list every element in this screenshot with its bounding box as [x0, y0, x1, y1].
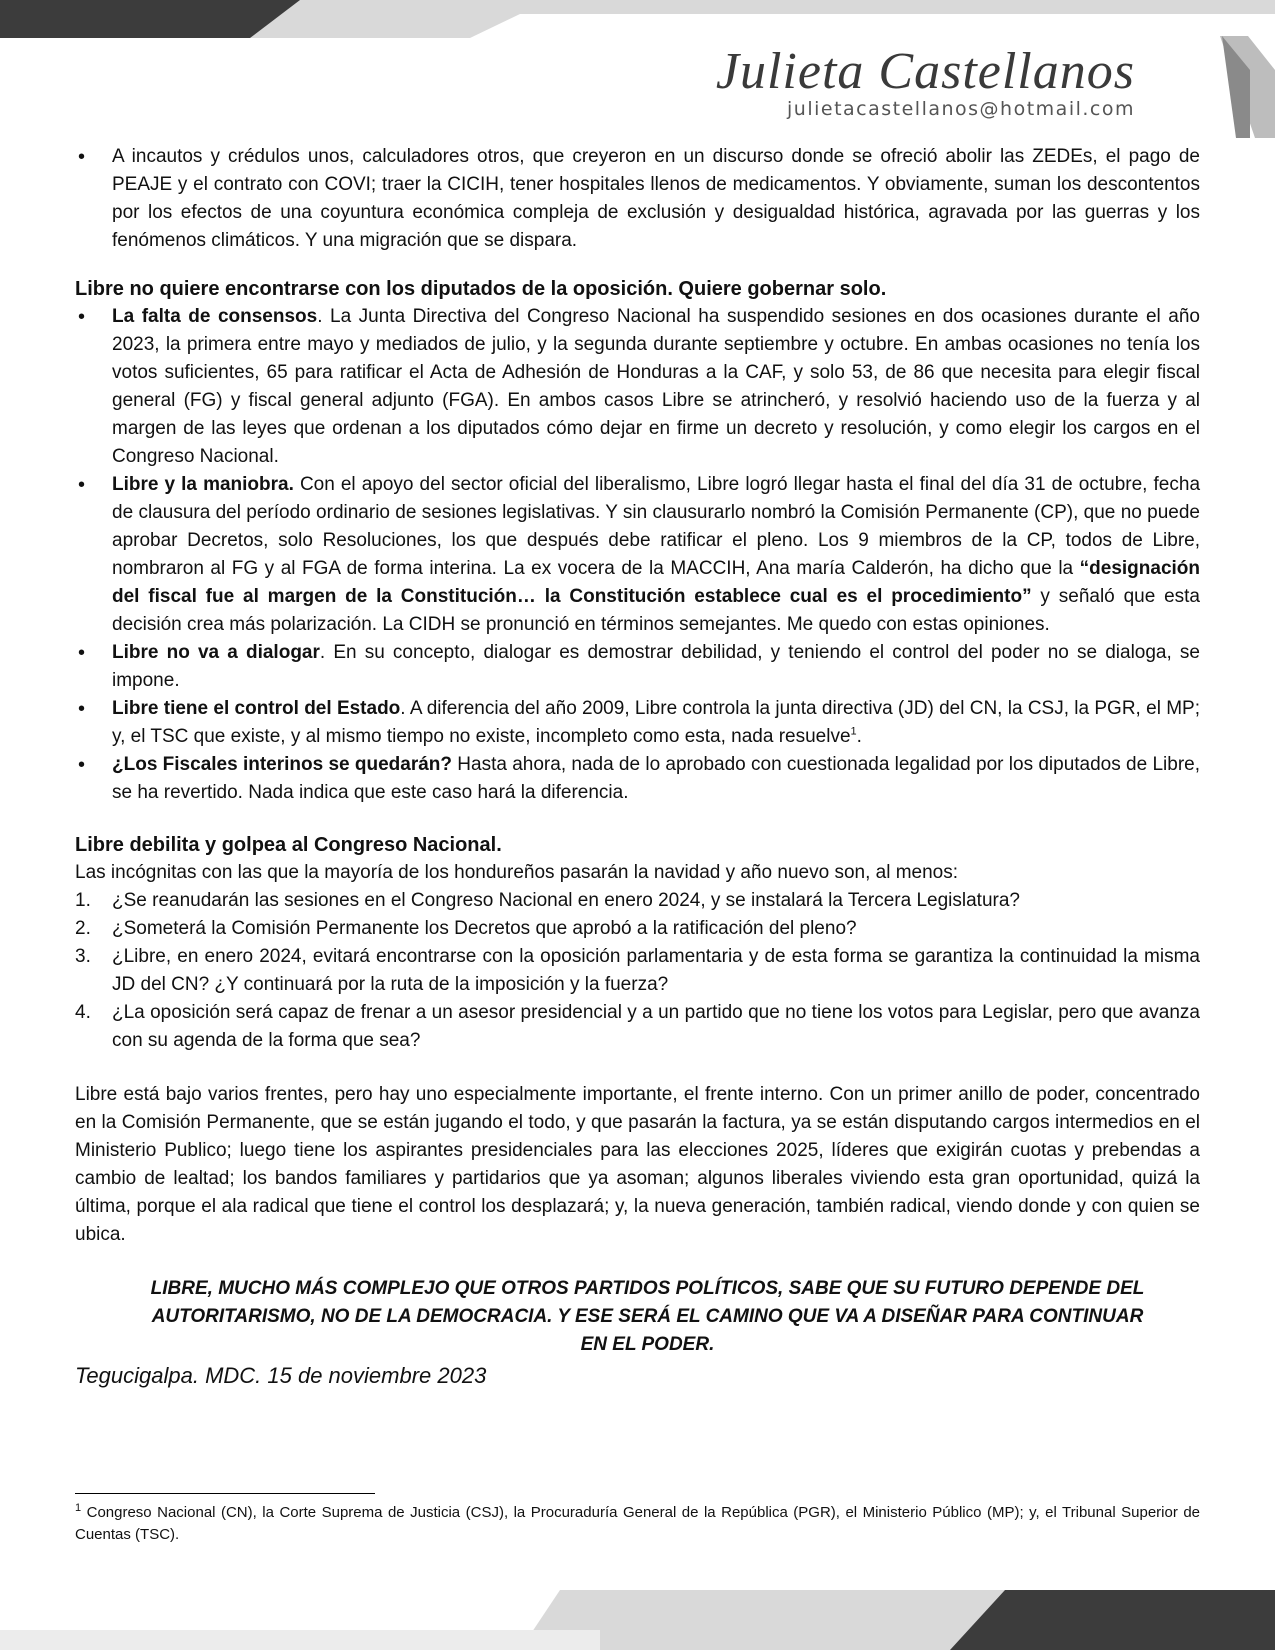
- footnote-ref[interactable]: 1: [850, 725, 857, 738]
- conclusion-statement: LIBRE, MUCHO MÁS COMPLEJO QUE OTROS PARTIDOS POLÍTICOS, SABE QUE SU FUTURO DEPENDE DEL AUTORITARISMO, NO DE LA DEMOCRACIA. Y ESE SERÁ EL CAMINO QUE VA A DISEÑAR PARA CONTINUAR EN EL PODER.: [150, 1278, 1145, 1355]
- bullet-text: y señaló que esta decisión crea más polarización. La CIDH se pronunció en términos semejantes. Me quedo con estas opiniones.: [112, 586, 1201, 635]
- author-name: Julieta Castellanos: [715, 43, 1135, 100]
- list-item: [75, 751, 1200, 807]
- question-text: ¿Libre, en enero 2024, evitará encontrarse con la oposición parlamentaria y de esta forma se garantiza la continuidad la misma JD del CN? ¿Y continuará por la ruta de la imposición y la fuerza?: [112, 946, 1200, 995]
- question-text: ¿La oposición será capaz de frenar a un asesor presidencial y a un partido que no tiene los votos para Legislar, pero que avanza con su agenda de la forma que sea?: [112, 1002, 1200, 1051]
- question-text: ¿Someterá la Comisión Permanente los Decretos que aprobó a la ratificación del pleno?: [112, 918, 857, 939]
- question-number: 3.: [75, 946, 91, 967]
- question-text: ¿Se reanudarán las sesiones en el Congreso Nacional en enero 2024, y se instalará la Tercera Legislatura?: [112, 890, 1020, 911]
- quoted-statement: “designación del fiscal fue al margen de la Constitución… la Constitución establece cual es el procedimiento”: [112, 558, 1200, 607]
- bullet-lead: Libre no va a dialogar: [112, 642, 320, 663]
- footnote-divider: [75, 1493, 375, 1494]
- question-number: 1.: [75, 890, 91, 911]
- section1-heading: Libre no quiere encontrarse con los diputados de la oposición. Quiere gobernar solo.: [75, 278, 887, 300]
- footer-decoration: [0, 1590, 1275, 1650]
- question-number: 2.: [75, 918, 91, 939]
- bullet-lead: Libre tiene el control del Estado: [112, 698, 401, 719]
- footnote-number: 1: [75, 1502, 82, 1514]
- dateline: Tegucigalpa. MDC. 15 de noviembre 2023: [75, 1363, 487, 1388]
- article-body: [75, 143, 1200, 1391]
- footnote-text: Congreso Nacional (CN), la Corte Suprema de Justicia (CSJ), la Procuraduría General de la República (PGR), el Ministerio Público (MP); y, el Tribunal Superior de Cuentas (TSC).: [75, 1504, 1200, 1543]
- bullet-text: . A diferencia del año 2009, Libre controla la junta directiva (JD) del CN, la CSJ, la PGR, el MP; y, el TSC que existe, y al mismo tiempo no existe, incompleto como esta, nada resuelve: [112, 698, 1200, 747]
- bullet-lead: Libre y la maniobra.: [112, 474, 294, 495]
- closing-paragraph: Libre está bajo varios frentes, pero hay uno especialmente importante, el frente interno. Con un primer anillo de poder, concentrado en la Comisión Permanente, que se están jugando el todo, y que pasarán la factura, ya se están disputando cargos intermedios en el Ministerio Publico; luego tiene los aspirantes presidenciales para las elecciones 2025, líderes que exigirán cuotas y prebendas a cambio de lealtad; los bandos familiares y partidarios que ya asoman; algunos liberales viviendo esta gran oportunidad, quizá la última, porque el ala radical que tiene el control los desplazará; y, la nueva generación, también radical, viendo donde y con quien se ubica.: [75, 1084, 1200, 1245]
- list-item: [75, 695, 1200, 751]
- list-item: [75, 999, 1200, 1055]
- bullet-lead: La falta de consensos: [112, 306, 318, 327]
- bullet-text: . La Junta Directiva del Congreso Nacional ha suspendido sesiones en dos ocasiones durante el año 2023, la primera entre mayo y mediados de julio, y la segunda durante septiembre y octubre. En ambas ocasiones no tenía los votos suficientes, 65 para ratificar el Acta de Adhesión de Honduras a la CAF, y solo 53, de 86 que necesita para elegir fiscal general (FG) y fiscal general adjunto (FGA). En ambos casos Libre se atrincheró, y resolvió haciendo uso de la fuerza y al margen de las leyes que ordenan a los diputados cómo dejar en firme un decreto y resolución, y como elegir los cargos en el Congreso Nacional.: [112, 306, 1200, 467]
- bullet-text-end: .: [856, 726, 862, 747]
- intro-bullet: • A incautos y crédulos unos, calculadores otros, que creyeron en un discurso donde se ofreció abolir las ZEDEs, el pago de PEAJE y el contrato con COVI; traer la CICIH, tener hospitales llenos de medicamentos. Y obviamente, suman los descontentos por los efectos de una coyuntura económica compleja de exclusión y desigualdad histórica, agravada por las guerras y los fenómenos climáticos. Y una migración que se dispara.: [75, 143, 1200, 255]
- author-logo: [715, 43, 1135, 120]
- author-email: julietacastellanos@hotmail.com: [787, 98, 1135, 120]
- bullet-text: Con el apoyo del sector oficial del liberalismo, Libre logró llegar hasta el final del día 31 de octubre, fecha de clausura del período ordinario de sesiones legislativas. Y sin clausurarlo nombró la Comisión Permanente (CP), que no puede aprobar Decretos, solo Resoluciones, los que después debe ratificar el pleno. Los 9 miembros de la CP, todos de Libre, nombraron al FG y al FGA de forma interina. La ex vocera de la MACCIH, Ana maría Calderón, ha dicho que la: [112, 474, 1201, 579]
- list-item: [75, 471, 1200, 639]
- section2-intro: Las incógnitas con las que la mayoría de los hondureños pasarán la navidad y año nuevo son, al menos:: [75, 862, 959, 883]
- bullet-lead: ¿Los Fiscales interinos se quedarán?: [112, 754, 453, 775]
- footnote: [75, 1502, 1200, 1546]
- list-item: [75, 303, 1200, 471]
- section2-heading: Libre debilita y golpea al Congreso Nacional.: [75, 834, 502, 856]
- list-item: [75, 915, 1200, 943]
- question-number: 4.: [75, 1002, 91, 1023]
- list-item: [75, 639, 1200, 695]
- bullet-text: . En su concepto, dialogar es demostrar debilidad, y teniendo el control del poder no se dialoga, se impone.: [112, 642, 1201, 691]
- list-item: [75, 943, 1200, 999]
- bullet-text: Hasta ahora, nada de lo aprobado con cuestionada legalidad por los diputados de Libre, se ha revertido. Nada indica que este caso hará la diferencia.: [112, 754, 1200, 803]
- list-item: [75, 887, 1200, 915]
